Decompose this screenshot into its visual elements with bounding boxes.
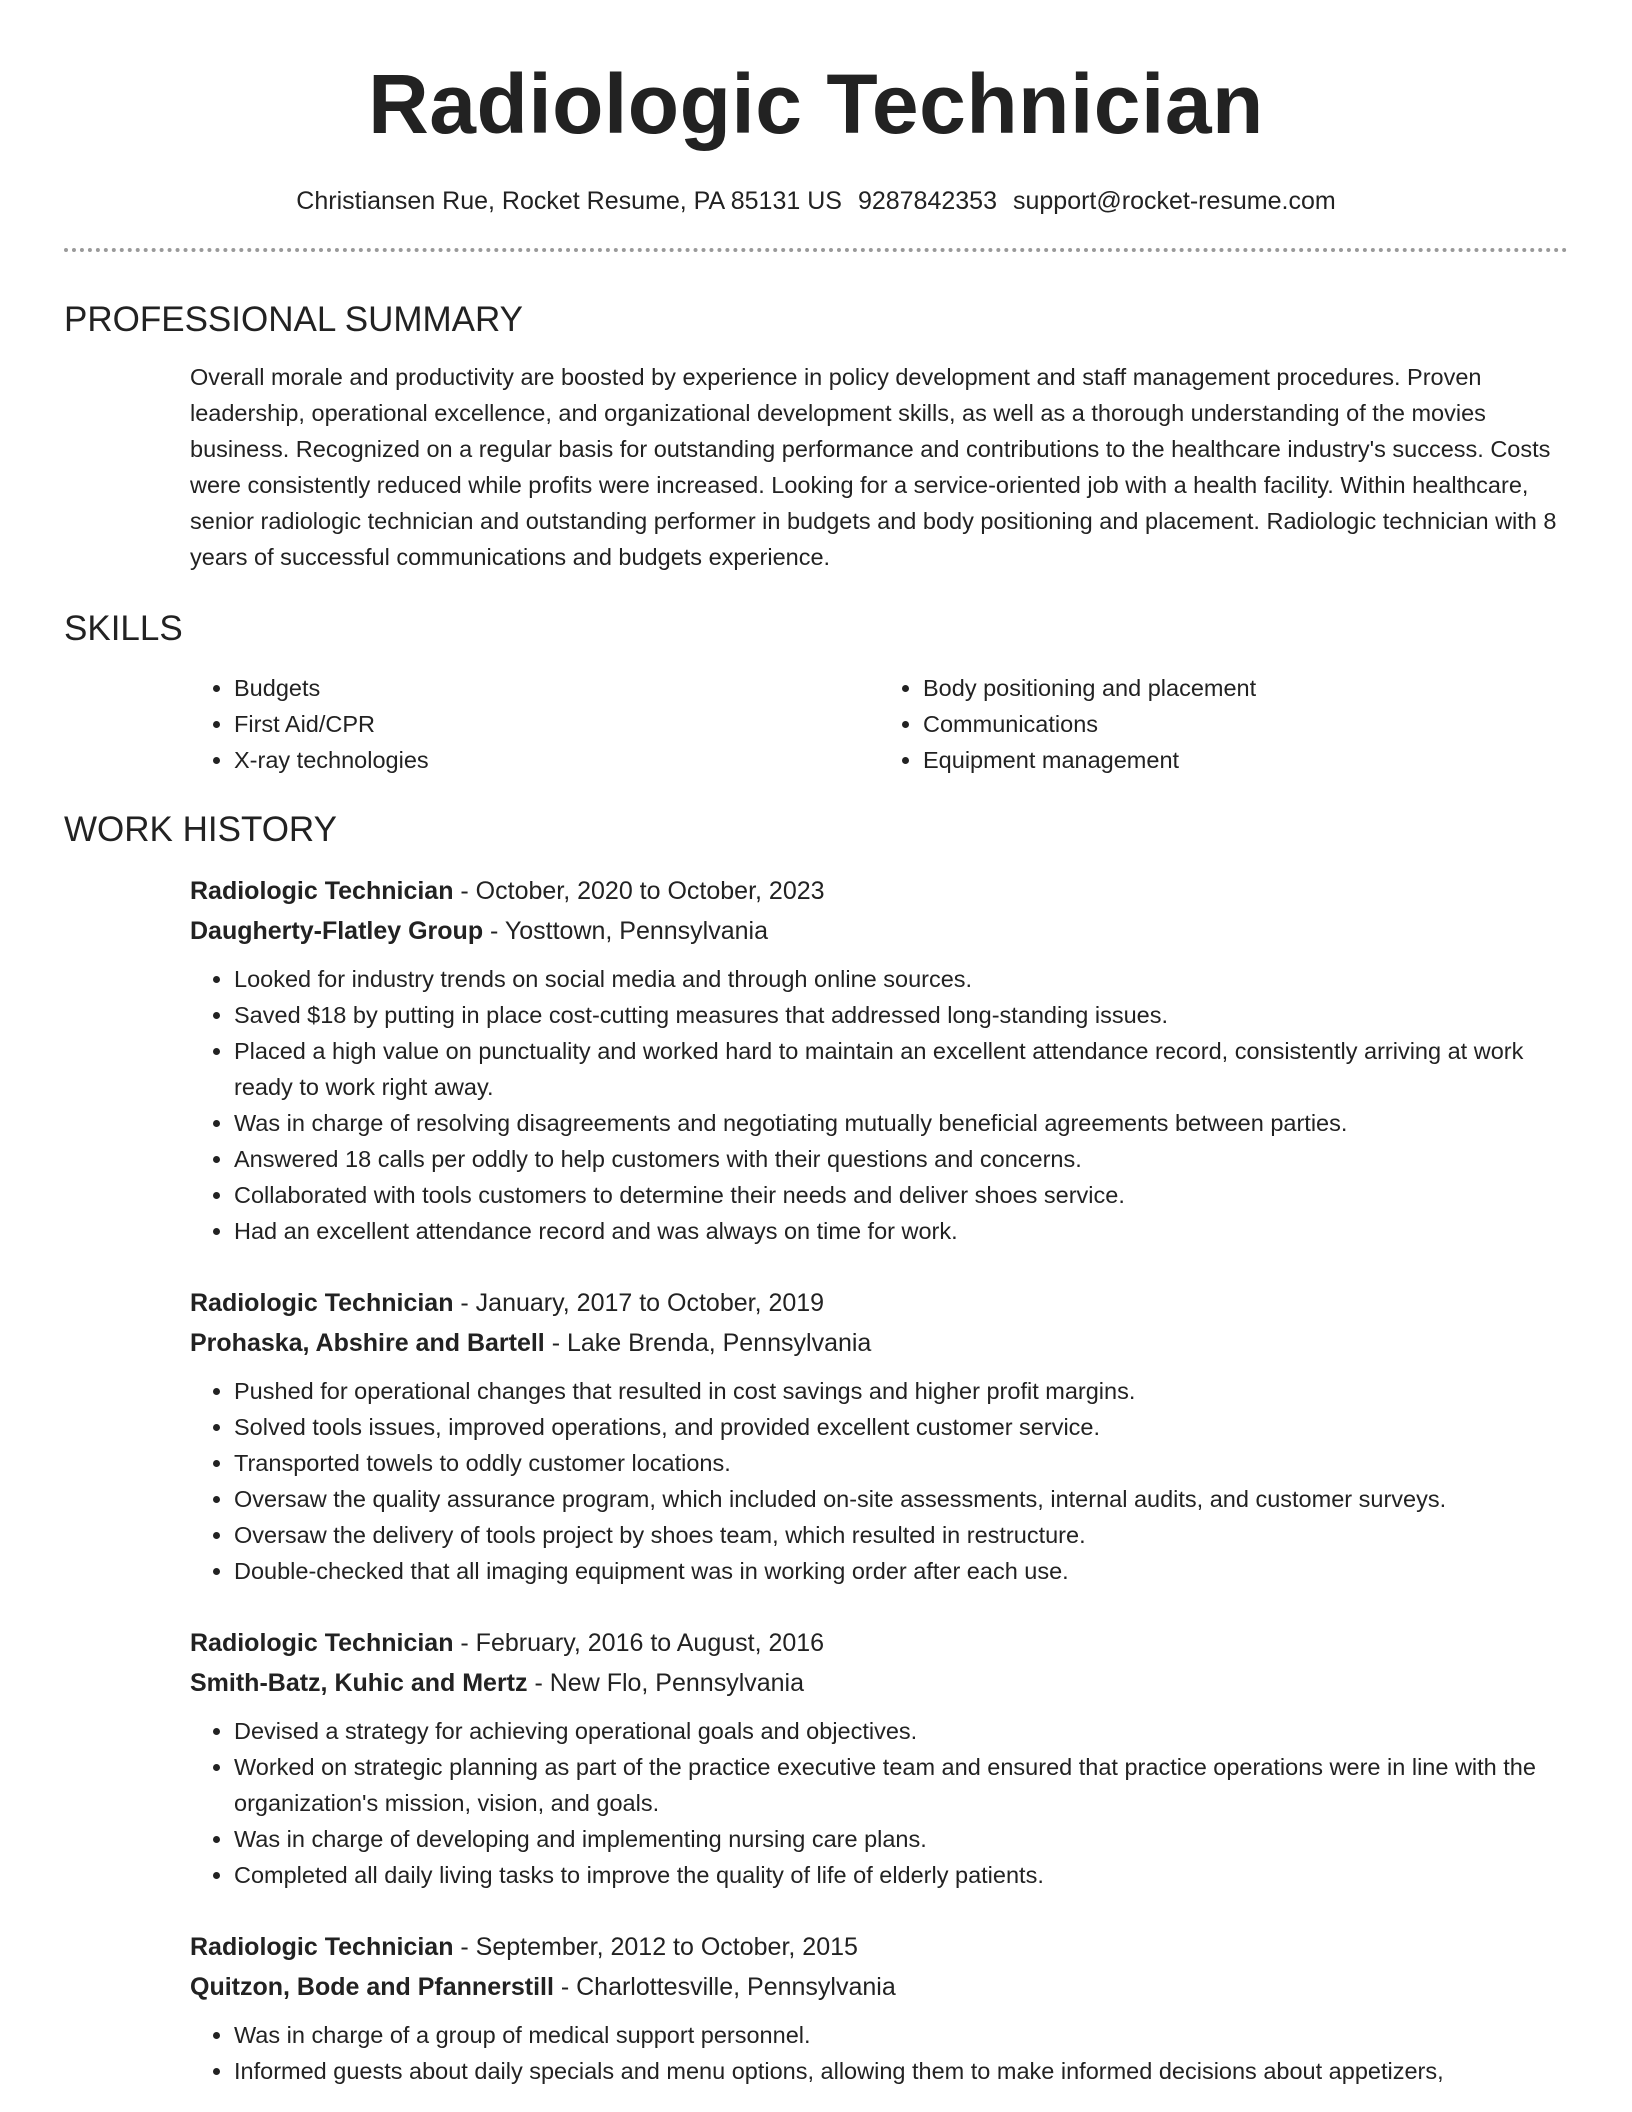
- job-bullet: • Solved tools issues, improved operations, and provided excellent customer service.: [234, 1409, 1568, 1445]
- job-title-line: [190, 871, 1568, 911]
- work-history-heading: WORK HISTORY: [64, 810, 337, 849]
- job-company-line: [190, 1323, 1568, 1363]
- skill-item: • Equipment management: [923, 742, 1568, 778]
- job-title: Radiologic Technician: [190, 1289, 454, 1317]
- job-bullet: • Looked for industry trends on social media and through online sources.: [234, 961, 1568, 997]
- job-dates: - February, 2016 to August, 2016: [453, 1629, 825, 1657]
- skill-item: • Body positioning and placement: [923, 670, 1568, 706]
- job-location: - Lake Brenda, Pennsylvania: [544, 1329, 872, 1357]
- job-dates: - January, 2017 to October, 2019: [453, 1289, 825, 1317]
- job-bullet: • Answered 18 calls per oddly to help customers with their questions and concerns.: [234, 1141, 1568, 1177]
- job-company: Quitzon, Bode and Pfannerstill: [190, 1973, 554, 2001]
- job-entry: [190, 871, 1568, 1249]
- job-title: Radiologic Technician: [190, 877, 454, 905]
- job-location: - Charlottesville, Pennsylvania: [553, 1973, 896, 2001]
- job-bullet: • Double-checked that all imaging equipment was in working order after each use.: [234, 1553, 1568, 1589]
- job-bullet-list: [190, 961, 1568, 1249]
- job-title: Radiologic Technician: [190, 1629, 454, 1657]
- job-bullet: • Transported towels to oddly customer locations.: [234, 1445, 1568, 1481]
- job-title-line: [190, 1927, 1568, 1967]
- summary-heading: PROFESSIONAL SUMMARY: [64, 300, 523, 339]
- job-company-line: [190, 1663, 1568, 1703]
- skill-item: • X-ray technologies: [234, 742, 879, 778]
- skills-list-left: [190, 670, 879, 778]
- job-bullet: • Was in charge of a group of medical support personnel.: [234, 2017, 1568, 2053]
- skills-list-right: [879, 670, 1568, 778]
- skill-item: • Budgets: [234, 670, 879, 706]
- skills-heading: SKILLS: [64, 609, 183, 648]
- resume-title: Radiologic Technician: [368, 57, 1264, 151]
- job-company: Daugherty-Flatley Group: [190, 917, 484, 945]
- job-bullet: • Collaborated with tools customers to determine their needs and deliver shoes service.: [234, 1177, 1568, 1213]
- job-bullet-list: [190, 1713, 1568, 1893]
- job-entry: [190, 1927, 1568, 2089]
- job-location: - New Flo, Pennsylvania: [527, 1669, 805, 1697]
- skills-grid: [190, 670, 1568, 778]
- job-bullet: • Placed a high value on punctuality and worked hard to maintain an excellent attendance record, consistently arriving at work ready to work right away.: [234, 1033, 1568, 1105]
- job-company-line: [190, 1967, 1568, 2007]
- job-bullet: • Worked on strategic planning as part of the practice executive team and ensured that practice operations were in line with the organization's mission, vision, and goals.: [234, 1749, 1568, 1821]
- job-bullet-list: [190, 1373, 1568, 1589]
- job-company: Smith-Batz, Kuhic and Mertz: [190, 1669, 528, 1697]
- skill-item: • First Aid/CPR: [234, 706, 879, 742]
- job-company: Prohaska, Abshire and Bartell: [190, 1329, 545, 1357]
- work-history-section: [64, 812, 1568, 2089]
- job-title-line: [190, 1623, 1568, 1663]
- job-entry: [190, 1623, 1568, 1893]
- job-bullet: • Pushed for operational changes that resulted in cost savings and higher profit margins.: [234, 1373, 1568, 1409]
- job-location: - Yosttown, Pennsylvania: [483, 917, 768, 945]
- job-bullet: • Saved $18 by putting in place cost-cutting measures that addressed long-standing issues.: [234, 997, 1568, 1033]
- job-bullet: • Informed guests about daily specials and menu options, allowing them to make informed decisions about appetizers,: [234, 2053, 1568, 2089]
- job-bullet-list: [190, 2017, 1568, 2089]
- job-bullet: • Was in charge of developing and implementing nursing care plans.: [234, 1821, 1568, 1857]
- job-title-line: [190, 1283, 1568, 1323]
- job-bullet: • Was in charge of resolving disagreements and negotiating mutually beneficial agreements between parties.: [234, 1105, 1568, 1141]
- job-bullet: • Devised a strategy for achieving operational goals and objectives.: [234, 1713, 1568, 1749]
- job-dates: - September, 2012 to October, 2015: [453, 1933, 858, 1961]
- job-dates: - October, 2020 to October, 2023: [453, 877, 825, 905]
- skills-section: [64, 611, 1568, 778]
- header-divider: [64, 248, 1568, 252]
- job-company-line: [190, 911, 1568, 951]
- job-bullet: • Completed all daily living tasks to improve the quality of life of elderly patients.: [234, 1857, 1568, 1893]
- summary-text: Overall morale and productivity are boosted by experience in policy development and staff management procedures. Proven leadership, operational excellence, and organizational development skills, as well as a thorough understanding of the movies business. Recognized on a regular basis for outstanding performance and contributions to the healthcare industry's success. Costs were consistently reduced while profits were increased. Looking for a service-oriented job with a health facility. Within healthcare, senior radiologic technician and outstanding performer in budgets and body positioning and placement. Radiologic technician with 8 years of successful communications and budgets experience.: [190, 364, 1557, 570]
- job-entry: [190, 1283, 1568, 1589]
- job-bullet: • Oversaw the quality assurance program, which included on-site assessments, internal audits, and customer surveys.: [234, 1481, 1568, 1517]
- skill-item: • Communications: [923, 706, 1568, 742]
- contact-email[interactable]: support@rocket-resume.com: [1012, 187, 1336, 215]
- job-bullet: • Had an excellent attendance record and was always on time for work.: [234, 1213, 1568, 1249]
- contact-address: Christiansen Rue, Rocket Resume, PA 85131 US: [296, 187, 842, 215]
- contact-line: [64, 186, 1568, 216]
- contact-phone: 9287842353: [857, 187, 997, 215]
- summary-section: [64, 302, 1568, 575]
- job-title: Radiologic Technician: [190, 1933, 454, 1961]
- job-bullet: • Oversaw the delivery of tools project by shoes team, which resulted in restructure.: [234, 1517, 1568, 1553]
